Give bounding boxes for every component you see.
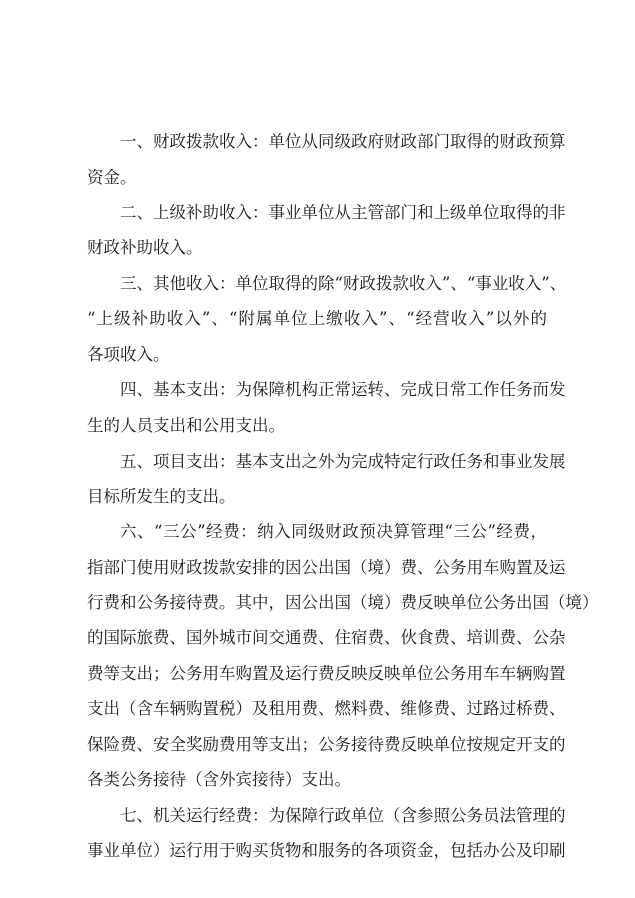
- item-2-line-2: 财政补助收入。: [87, 238, 203, 257]
- item-6-line-8: 各类公务接待（含外宾接待）支出。: [87, 770, 351, 789]
- item-5-line-2: 目标所发生的支出。: [87, 487, 236, 506]
- item-3-line-1: 三、其他收入：单位取得的除“财政拨款收入”、“事业收入”、: [120, 274, 567, 293]
- item-2-line-1: 二、上级补助收入：事业单位从主管部门和上级单位取得的非: [120, 203, 566, 222]
- item-6-line-7: 保险费、安全奖励费用等支出；公务接待费反映单位按规定开支的: [87, 735, 566, 754]
- item-4-line-2: 生的人员支出和公用支出。: [87, 416, 285, 435]
- item-6-line-2: 指部门使用财政拨款安排的因公出国（境）费、公务用车购置及运: [87, 558, 566, 577]
- item-7-line-2: 事业单位）运行用于购买货物和服务的各项资金，包括办公及印刷: [87, 841, 566, 860]
- item-7-line-1: 七、机关运行经费：为保障行政单位（含参照公务员法管理的: [120, 806, 566, 825]
- item-3-line-2: “上级补助收入”、“附属单位上缴收入”、“经营收入”以外的: [87, 309, 547, 328]
- item-6-line-4: 的国际旅费、国外城市间交通费、住宿费、伙食费、培训费、公杂: [87, 628, 566, 647]
- item-5-line-1: 五、项目支出：基本支出之外为完成特定行政任务和事业发展: [120, 452, 566, 471]
- item-6-line-5: 费等支出；公务用车购置及运行费反映反映单位公务用车车辆购置: [87, 664, 566, 683]
- item-1-line-2: 资金。: [87, 168, 137, 187]
- item-4-line-1: 四、基本支出：为保障机构正常运转、完成日常工作任务而发: [120, 380, 566, 399]
- item-6-line-3: 行费和公务接待费。其中，因公出国（境）费反映单位公务出国（境）: [87, 593, 599, 612]
- item-6-line-6: 支出（含车辆购置税）及租用费、燃料费、维修费、过路过桥费、: [87, 699, 566, 718]
- item-6-line-1: 六、“三公”经费：纳入同级财政预决算管理“三公”经费，: [120, 522, 547, 541]
- item-1-line-1: 一、财政拨款收入：单位从同级政府财政部门取得的财政预算: [120, 132, 566, 151]
- item-3-line-3: 各项收入。: [87, 345, 170, 364]
